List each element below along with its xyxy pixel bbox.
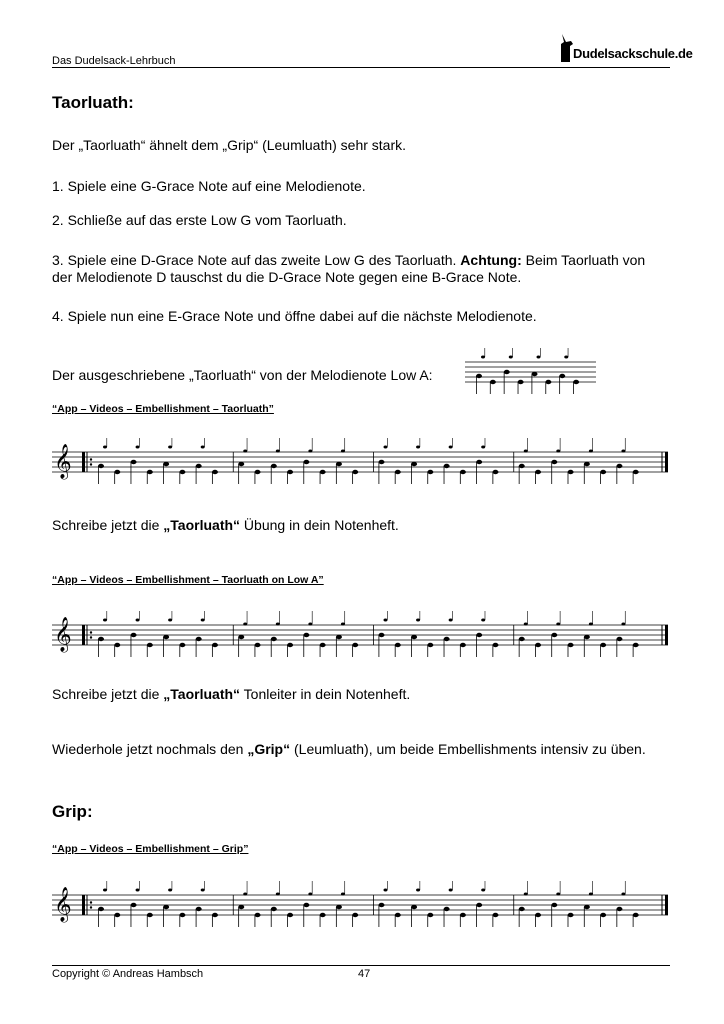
note-head xyxy=(271,637,277,641)
exercise-1-bold: „Taorluath“ xyxy=(163,517,241,533)
grace-note xyxy=(341,450,345,453)
grace-note xyxy=(564,356,568,359)
note-head xyxy=(519,464,525,468)
note-head xyxy=(147,913,153,917)
note-head xyxy=(303,903,309,907)
note-head xyxy=(568,913,574,917)
note-head xyxy=(287,470,293,474)
note-head xyxy=(196,464,202,468)
note-head xyxy=(616,907,622,911)
note-head xyxy=(196,637,202,641)
note-head xyxy=(131,903,137,907)
note-head xyxy=(114,643,120,647)
grace-note xyxy=(621,623,625,626)
grace-note xyxy=(136,619,140,622)
note-head xyxy=(395,470,401,474)
grace-note xyxy=(481,356,485,359)
grace-note xyxy=(589,623,593,626)
note-head xyxy=(573,380,579,384)
grace-note xyxy=(556,893,560,896)
intro-text: Der „Taorluath“ ähnelt dem „Grip“ (Leumluath) sehr stark. xyxy=(52,137,407,153)
note-head xyxy=(476,633,482,637)
app-link-taorluath[interactable]: “App – Videos – Embellishment – Taorluath” xyxy=(52,403,274,415)
logo-text: Dudelsackschule.de xyxy=(573,46,693,61)
exercise-1-b: Übung in dein Notenheft. xyxy=(240,517,399,533)
note-head xyxy=(147,470,153,474)
grace-note xyxy=(168,619,172,622)
header-title: Das Dudelsack-Lehrbuch xyxy=(52,55,176,67)
note-head xyxy=(320,913,326,917)
grace-note xyxy=(308,450,312,453)
note-head xyxy=(633,643,639,647)
note-head xyxy=(535,913,541,917)
grace-note xyxy=(276,623,280,626)
grace-note xyxy=(341,623,345,626)
note-head xyxy=(504,370,510,374)
note-head xyxy=(163,905,169,909)
grace-note xyxy=(276,893,280,896)
grace-note xyxy=(537,356,541,359)
grace-note xyxy=(481,889,485,892)
grace-note xyxy=(308,623,312,626)
exercise-1-a: Schreibe jetzt die xyxy=(52,517,164,533)
grace-note xyxy=(524,623,528,626)
note-head xyxy=(320,643,326,647)
grace-note xyxy=(201,446,205,449)
grace-note xyxy=(103,619,107,622)
repeat-dot xyxy=(90,463,92,465)
step-3-warning: Achtung: xyxy=(460,252,522,268)
note-head xyxy=(287,913,293,917)
grace-note xyxy=(276,450,280,453)
note-head xyxy=(379,633,385,637)
app-link-grip[interactable]: “App – Videos – Embellishment – Grip” xyxy=(52,843,249,855)
note-head xyxy=(163,462,169,466)
repeat-a: Wiederhole jetzt nochmals den xyxy=(52,741,248,757)
note-head xyxy=(131,633,137,637)
grace-note xyxy=(416,889,420,892)
treble-clef-icon: 𝄞 xyxy=(54,887,72,922)
repeat-bar xyxy=(82,625,85,645)
grace-note xyxy=(308,893,312,896)
end-bar xyxy=(665,625,668,645)
note-head xyxy=(352,643,358,647)
grace-note xyxy=(589,450,593,453)
note-head xyxy=(212,470,218,474)
note-head xyxy=(518,380,524,384)
end-bar xyxy=(665,452,668,472)
note-head xyxy=(584,462,590,466)
note-head xyxy=(352,470,358,474)
note-head xyxy=(584,905,590,909)
repeat-dot xyxy=(90,458,92,460)
note-head xyxy=(320,470,326,474)
grace-note xyxy=(103,889,107,892)
note-head xyxy=(460,643,466,647)
repeat-bar xyxy=(82,452,85,472)
note-head xyxy=(303,460,309,464)
page-number: 47 xyxy=(358,968,371,980)
note-head xyxy=(179,913,185,917)
note-head xyxy=(379,903,385,907)
note-head xyxy=(616,464,622,468)
grace-note xyxy=(556,623,560,626)
note-head xyxy=(490,380,496,384)
note-head xyxy=(476,374,482,378)
note-head xyxy=(427,470,433,474)
note-head xyxy=(352,913,358,917)
grace-note xyxy=(524,893,528,896)
grace-note xyxy=(556,450,560,453)
grace-note xyxy=(589,893,593,896)
grace-note xyxy=(449,619,453,622)
note-head xyxy=(444,637,450,641)
note-head xyxy=(379,460,385,464)
grace-note xyxy=(243,450,247,453)
note-head xyxy=(163,635,169,639)
note-head xyxy=(600,913,606,917)
grace-note xyxy=(416,619,420,622)
grace-note xyxy=(621,893,625,896)
note-head xyxy=(114,470,120,474)
app-link-taorluath-low-a[interactable]: “App – Videos – Embellishment – Taorluath on Low A” xyxy=(52,574,324,586)
note-head xyxy=(444,907,450,911)
section-heading-grip: Grip: xyxy=(52,802,93,821)
note-head xyxy=(427,913,433,917)
note-head xyxy=(551,460,557,464)
exercise-2-b: Tonleiter in dein Notenheft. xyxy=(240,686,411,702)
grace-note xyxy=(201,619,205,622)
grace-note xyxy=(243,893,247,896)
note-head xyxy=(255,643,261,647)
note-head xyxy=(147,643,153,647)
note-head xyxy=(532,372,538,376)
note-head xyxy=(519,907,525,911)
grace-note xyxy=(524,450,528,453)
note-head xyxy=(584,635,590,639)
note-head xyxy=(98,907,104,911)
note-head xyxy=(255,913,261,917)
note-head xyxy=(600,470,606,474)
treble-clef-icon: 𝄞 xyxy=(54,444,72,479)
note-head xyxy=(303,633,309,637)
exercise-2-a: Schreibe jetzt die xyxy=(52,686,164,702)
note-head xyxy=(395,913,401,917)
note-head xyxy=(98,637,104,641)
note-head xyxy=(492,643,498,647)
note-head xyxy=(535,643,541,647)
note-head xyxy=(98,464,104,468)
grace-note xyxy=(384,889,388,892)
note-head xyxy=(427,643,433,647)
copyright: Copyright © Andreas Hambsch xyxy=(52,968,204,980)
grace-note xyxy=(481,619,485,622)
note-head xyxy=(476,460,482,464)
step-3-text: 3. Spiele eine D-Grace Note auf das zweite Low G des Taorluath. xyxy=(52,252,461,268)
grace-note xyxy=(168,889,172,892)
example-label: Der ausgeschriebene „Taorluath“ von der Melodienote Low A: xyxy=(52,367,433,383)
note-head xyxy=(460,470,466,474)
grace-note xyxy=(341,893,345,896)
note-head xyxy=(179,643,185,647)
grace-note xyxy=(416,446,420,449)
grace-note xyxy=(243,623,247,626)
note-head xyxy=(444,464,450,468)
note-head xyxy=(551,903,557,907)
grace-note xyxy=(449,889,453,892)
note-head xyxy=(336,635,342,639)
repeat-dot xyxy=(90,631,92,633)
exercise-2-bold: „Taorluath“ xyxy=(163,686,241,702)
note-head xyxy=(271,464,277,468)
note-head xyxy=(395,643,401,647)
repeat-dot xyxy=(90,906,92,908)
note-head xyxy=(535,470,541,474)
footer-divider xyxy=(52,965,670,966)
note-head xyxy=(196,907,202,911)
note-head xyxy=(212,643,218,647)
treble-clef-icon: 𝄞 xyxy=(54,617,72,652)
note-head xyxy=(212,913,218,917)
note-head xyxy=(568,470,574,474)
note-head xyxy=(545,380,551,384)
step-3-line2: der Melodienote D tauschst du die D-Grace Note gegen eine B-Grace Note. xyxy=(52,269,522,285)
note-head xyxy=(476,903,482,907)
grace-note xyxy=(384,619,388,622)
step-3-text-cont: Beim Taorluath von xyxy=(521,252,646,268)
repeat-b: (Leumluath), um beide Embellishments intensiv zu üben. xyxy=(290,741,646,757)
note-head xyxy=(492,913,498,917)
grace-note xyxy=(201,889,205,892)
grace-note xyxy=(136,446,140,449)
grace-note xyxy=(621,450,625,453)
note-head xyxy=(519,637,525,641)
note-head xyxy=(238,462,244,466)
note-head xyxy=(131,460,137,464)
grace-note xyxy=(449,446,453,449)
end-bar xyxy=(665,895,668,915)
step-4: 4. Spiele nun eine E-Grace Note und öffne dabei auf die nächste Melodienote. xyxy=(52,308,537,324)
note-head xyxy=(255,470,261,474)
note-head xyxy=(271,907,277,911)
note-head xyxy=(551,633,557,637)
repeat-bold: „Grip“ xyxy=(247,741,291,757)
note-head xyxy=(411,462,417,466)
note-head xyxy=(336,905,342,909)
grace-note xyxy=(509,356,513,359)
note-head xyxy=(492,470,498,474)
grace-note xyxy=(384,446,388,449)
note-head xyxy=(568,643,574,647)
note-head xyxy=(114,913,120,917)
repeat-dot xyxy=(90,636,92,638)
section-heading-taorluath: Taorluath: xyxy=(52,93,134,112)
note-head xyxy=(633,470,639,474)
step-1: 1. Spiele eine G-Grace Note auf eine Melodienote. xyxy=(52,178,366,194)
note-head xyxy=(238,635,244,639)
grace-note xyxy=(136,889,140,892)
note-head xyxy=(559,374,565,378)
note-head xyxy=(633,913,639,917)
grace-note xyxy=(103,446,107,449)
note-head xyxy=(411,905,417,909)
note-head xyxy=(616,637,622,641)
note-head xyxy=(600,643,606,647)
note-head xyxy=(287,643,293,647)
note-head xyxy=(336,462,342,466)
note-head xyxy=(179,470,185,474)
grace-note xyxy=(481,446,485,449)
note-head xyxy=(460,913,466,917)
repeat-bar xyxy=(82,895,85,915)
repeat-dot xyxy=(90,901,92,903)
note-head xyxy=(238,905,244,909)
grace-note xyxy=(168,446,172,449)
note-head xyxy=(411,635,417,639)
step-2: 2. Schließe auf das erste Low G vom Taorluath. xyxy=(52,212,347,228)
